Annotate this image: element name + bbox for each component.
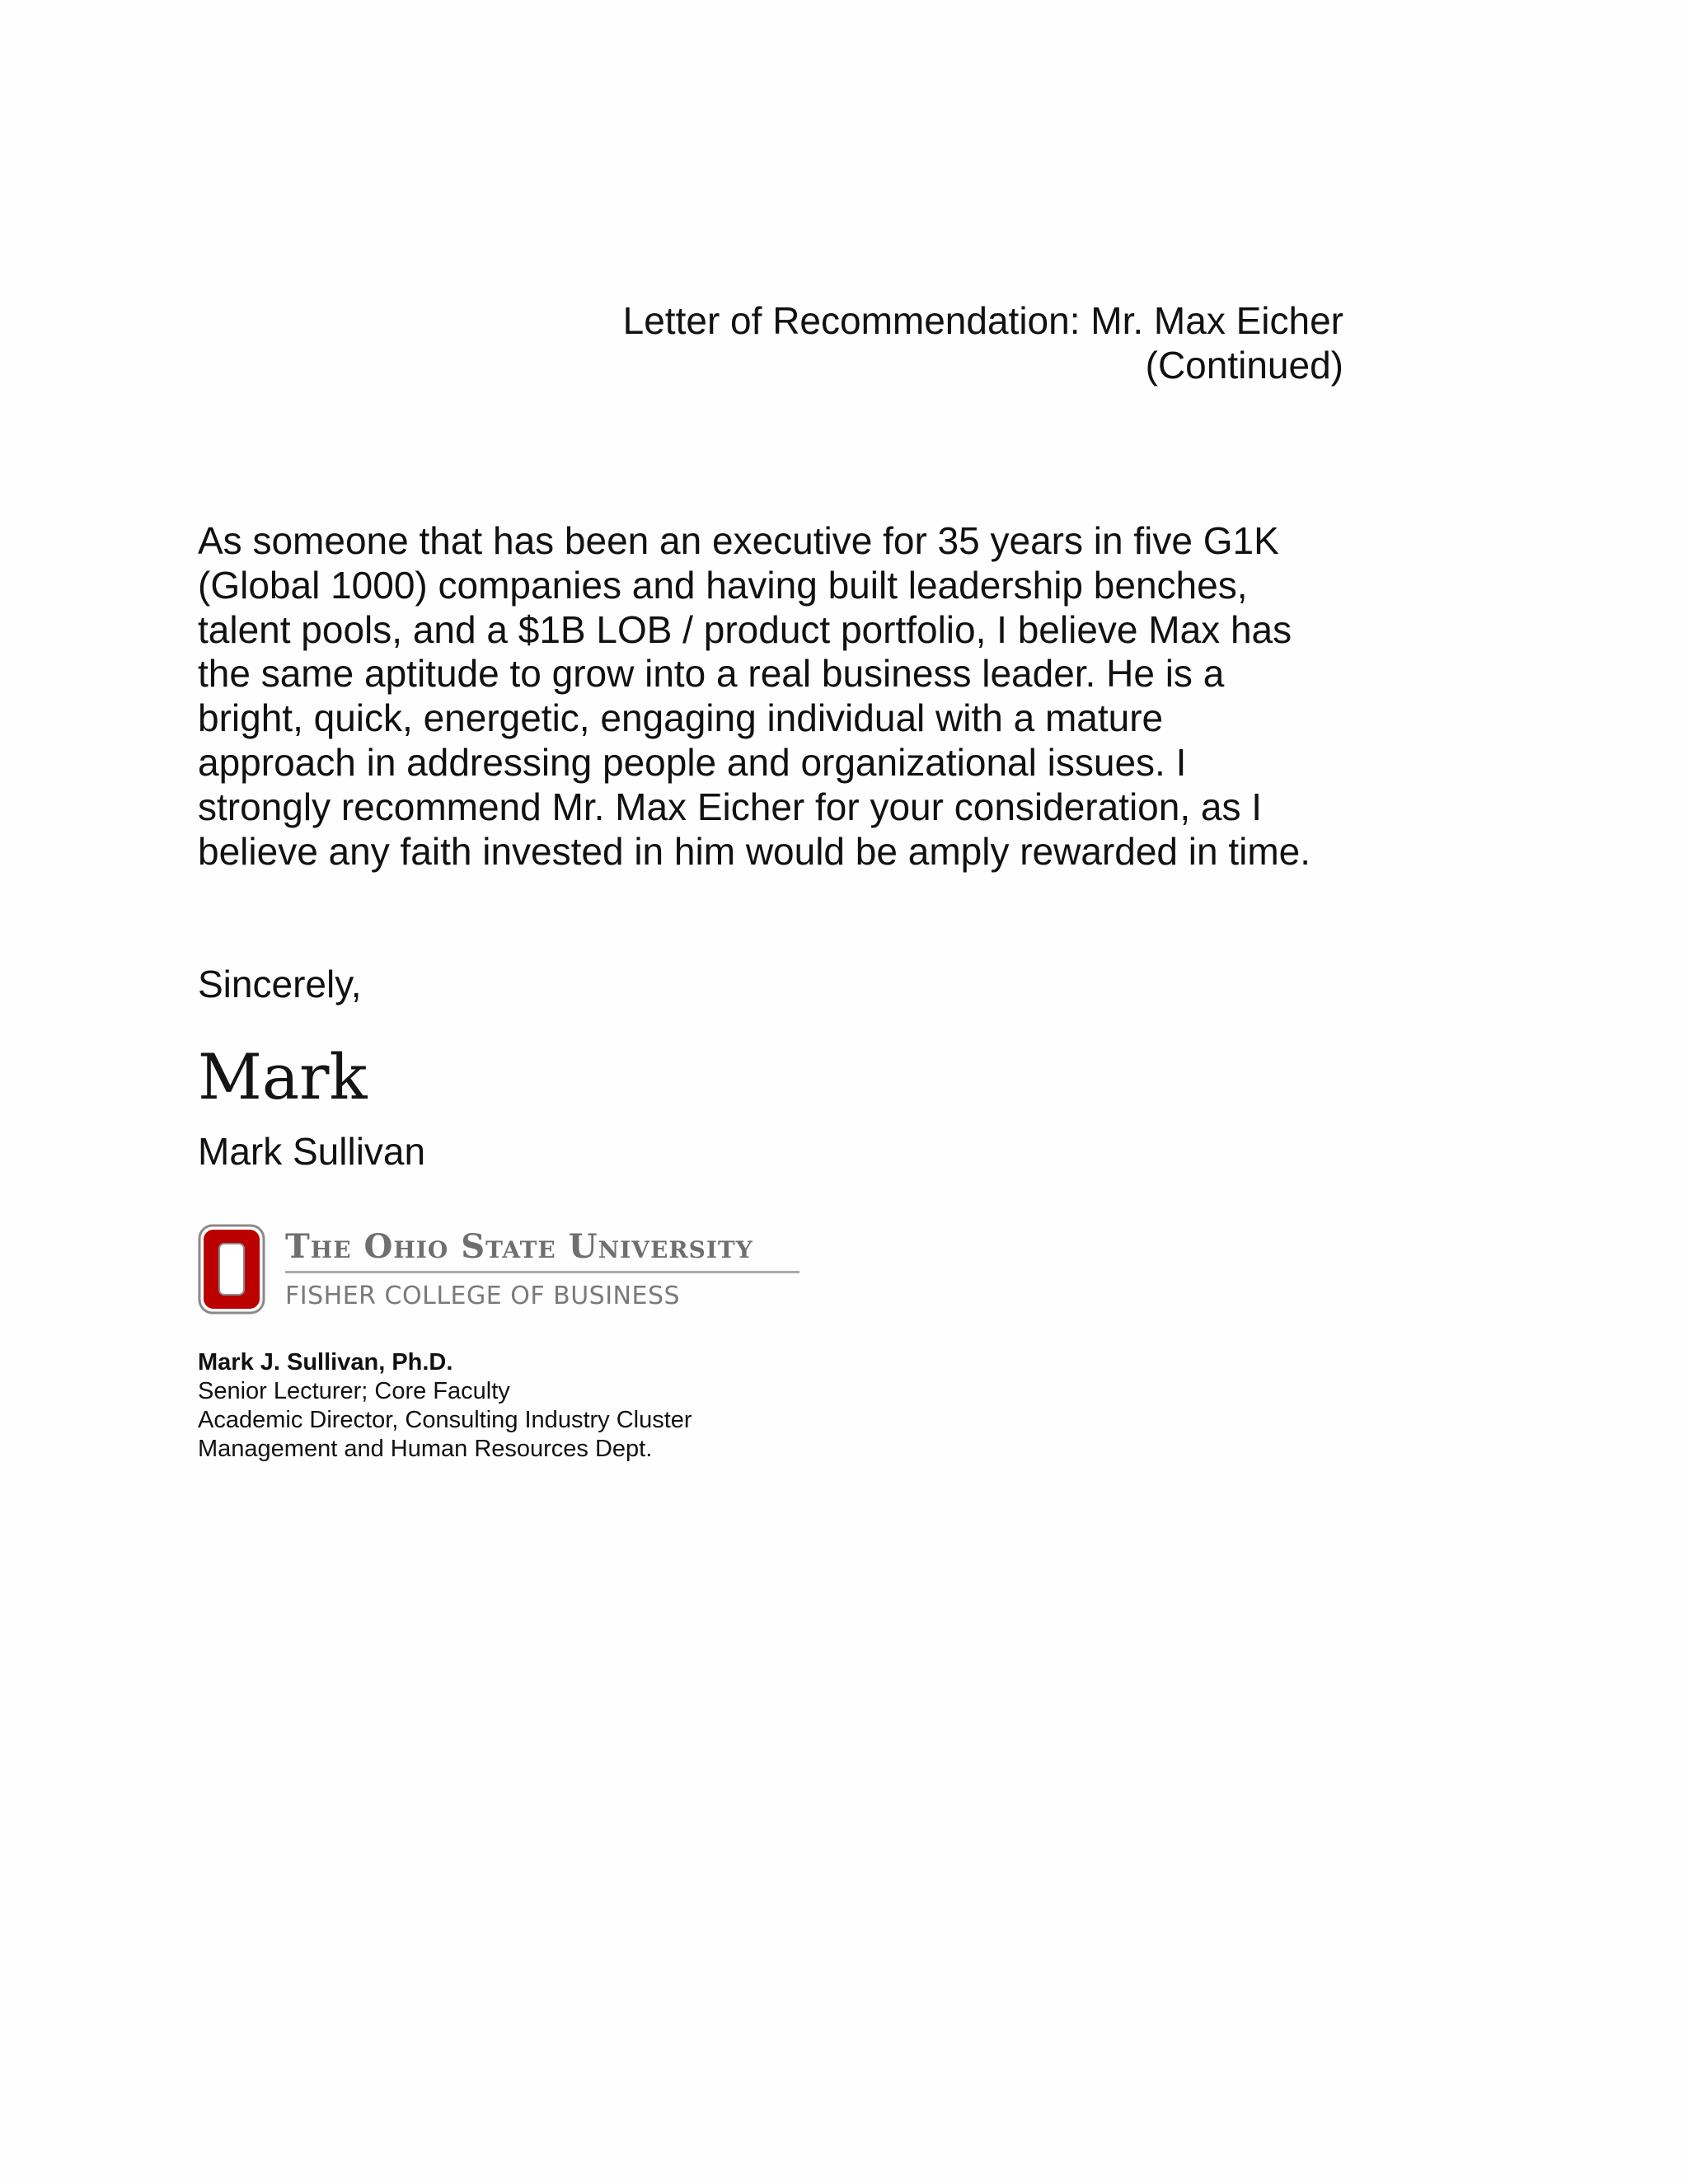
- signature-block-name: Mark J. Sullivan, Ph.D.: [198, 1349, 453, 1376]
- paragraph-line: talent pools, and a $1B LOB / product portfolio, I believe Max has: [198, 607, 1292, 651]
- header-title: Letter of Recommendation: Mr. Max Eicher: [622, 299, 1343, 342]
- block-o-icon: [198, 1224, 265, 1315]
- recommendation-paragraph: [198, 519, 1368, 874]
- paragraph-line: strongly recommend Mr. Max Eicher for your consideration, as I: [198, 785, 1263, 828]
- logo-university-name: The Ohio State University: [285, 1227, 753, 1266]
- paragraph-line: the same aptitude to grow into a real business leader. He is a: [198, 652, 1225, 696]
- handwritten-signature: Mark: [198, 1040, 368, 1113]
- signature-block: [198, 1348, 692, 1464]
- university-logo: [198, 1224, 808, 1323]
- paragraph-line: As someone that has been an executive for 35 years in five G1K: [198, 519, 1279, 562]
- logo-college-name: FISHER COLLEGE OF BUSINESS: [285, 1282, 681, 1310]
- signer-name: Mark Sullivan: [198, 1130, 426, 1173]
- signature-block-title: Academic Director, Consulting Industry Cluster: [198, 1407, 692, 1433]
- letter-header: [577, 298, 1343, 387]
- signature-block-title: Management and Human Resources Dept.: [198, 1436, 653, 1462]
- signature-block-title: Senior Lecturer; Core Faculty: [198, 1378, 510, 1404]
- paragraph-line: believe any faith invested in him would be amply rewarded in time.: [198, 829, 1311, 873]
- header-continued: (Continued): [1145, 344, 1343, 387]
- closing-salutation: Sincerely,: [198, 963, 362, 1005]
- paragraph-line: bright, quick, energetic, engaging individual with a mature: [198, 696, 1164, 740]
- paragraph-line: (Global 1000) companies and having built leadership benches,: [198, 563, 1248, 607]
- paragraph-line: approach in addressing people and organizational issues. I: [198, 740, 1187, 784]
- logo-divider: [285, 1271, 799, 1273]
